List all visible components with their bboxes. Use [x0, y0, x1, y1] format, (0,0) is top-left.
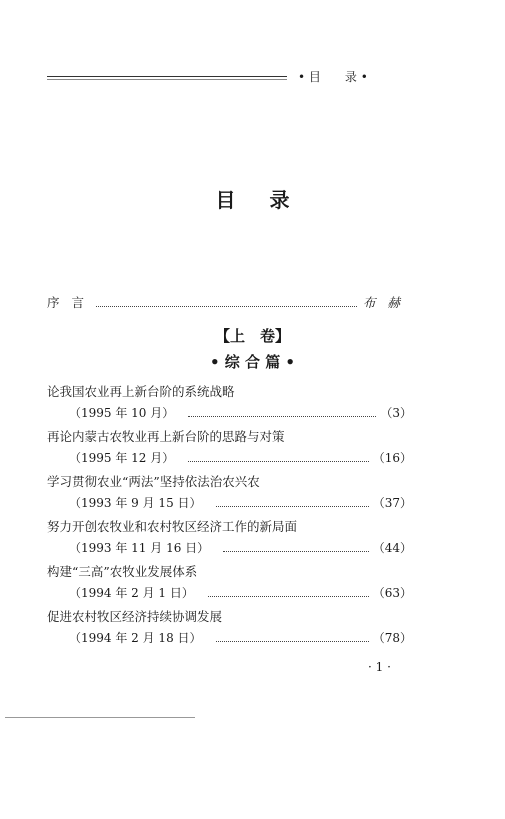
toc-list [47, 382, 412, 652]
page-title: 目录 [215, 188, 324, 212]
toc-entry[interactable] [47, 607, 412, 652]
entry-page: （63） [372, 586, 412, 600]
toc-entry[interactable] [47, 472, 412, 517]
toc-entry[interactable] [47, 517, 412, 562]
entry-page: （16） [372, 451, 412, 465]
toc-entry[interactable] [47, 427, 412, 472]
header-rule-thin [47, 79, 287, 80]
dot-leader [188, 416, 376, 417]
entry-date: （1994 年 2 月 1 日） [69, 586, 194, 600]
preface-label: 序言 [47, 295, 97, 310]
entry-page: （37） [372, 496, 412, 510]
header-rule [47, 76, 287, 77]
entry-date: （1995 年 10 月） [69, 406, 175, 420]
entry-date: （1994 年 2 月 18 日） [69, 631, 202, 645]
dot-leader [216, 641, 369, 642]
entry-title: 论我国农业再上新台阶的系统战略 [47, 384, 235, 399]
toc-entry[interactable] [47, 562, 412, 607]
entry-date: （1993 年 11 月 16 日） [69, 541, 210, 555]
entry-date: （1995 年 12 月） [69, 451, 175, 465]
entry-page: （78） [372, 631, 412, 645]
volume-heading: 【上 卷】 [214, 327, 290, 345]
preface-author: 布赫 [362, 295, 412, 310]
dot-leader [188, 461, 368, 462]
section-heading: • 综 合 篇 • [209, 353, 296, 371]
entry-page: （3） [380, 406, 412, 420]
entry-title: 促进农村牧区经济持续协调发展 [47, 609, 223, 624]
dot-leader [208, 596, 369, 597]
entry-title: 学习贯彻农业“两法”坚持依法治农兴农 [47, 474, 260, 489]
toc-preface-entry[interactable] [47, 293, 412, 311]
entry-title: 努力开创农牧业和农村牧区经济工作的新局面 [47, 519, 298, 534]
entry-page: （44） [372, 541, 412, 555]
entry-date: （1993 年 9 月 15 日） [69, 496, 202, 510]
dot-leader [216, 506, 369, 507]
running-header: • 目 录 • [298, 70, 368, 84]
entry-title: 构建“三高”农牧业发展体系 [47, 564, 198, 579]
dot-leader [223, 551, 369, 552]
entry-title: 再论内蒙古农牧业再上新台阶的思路与对策 [47, 429, 285, 444]
dot-leader [96, 306, 357, 307]
footer-rule [5, 717, 195, 718]
page-number: · 1 · [368, 660, 391, 674]
toc-entry[interactable] [47, 382, 412, 427]
